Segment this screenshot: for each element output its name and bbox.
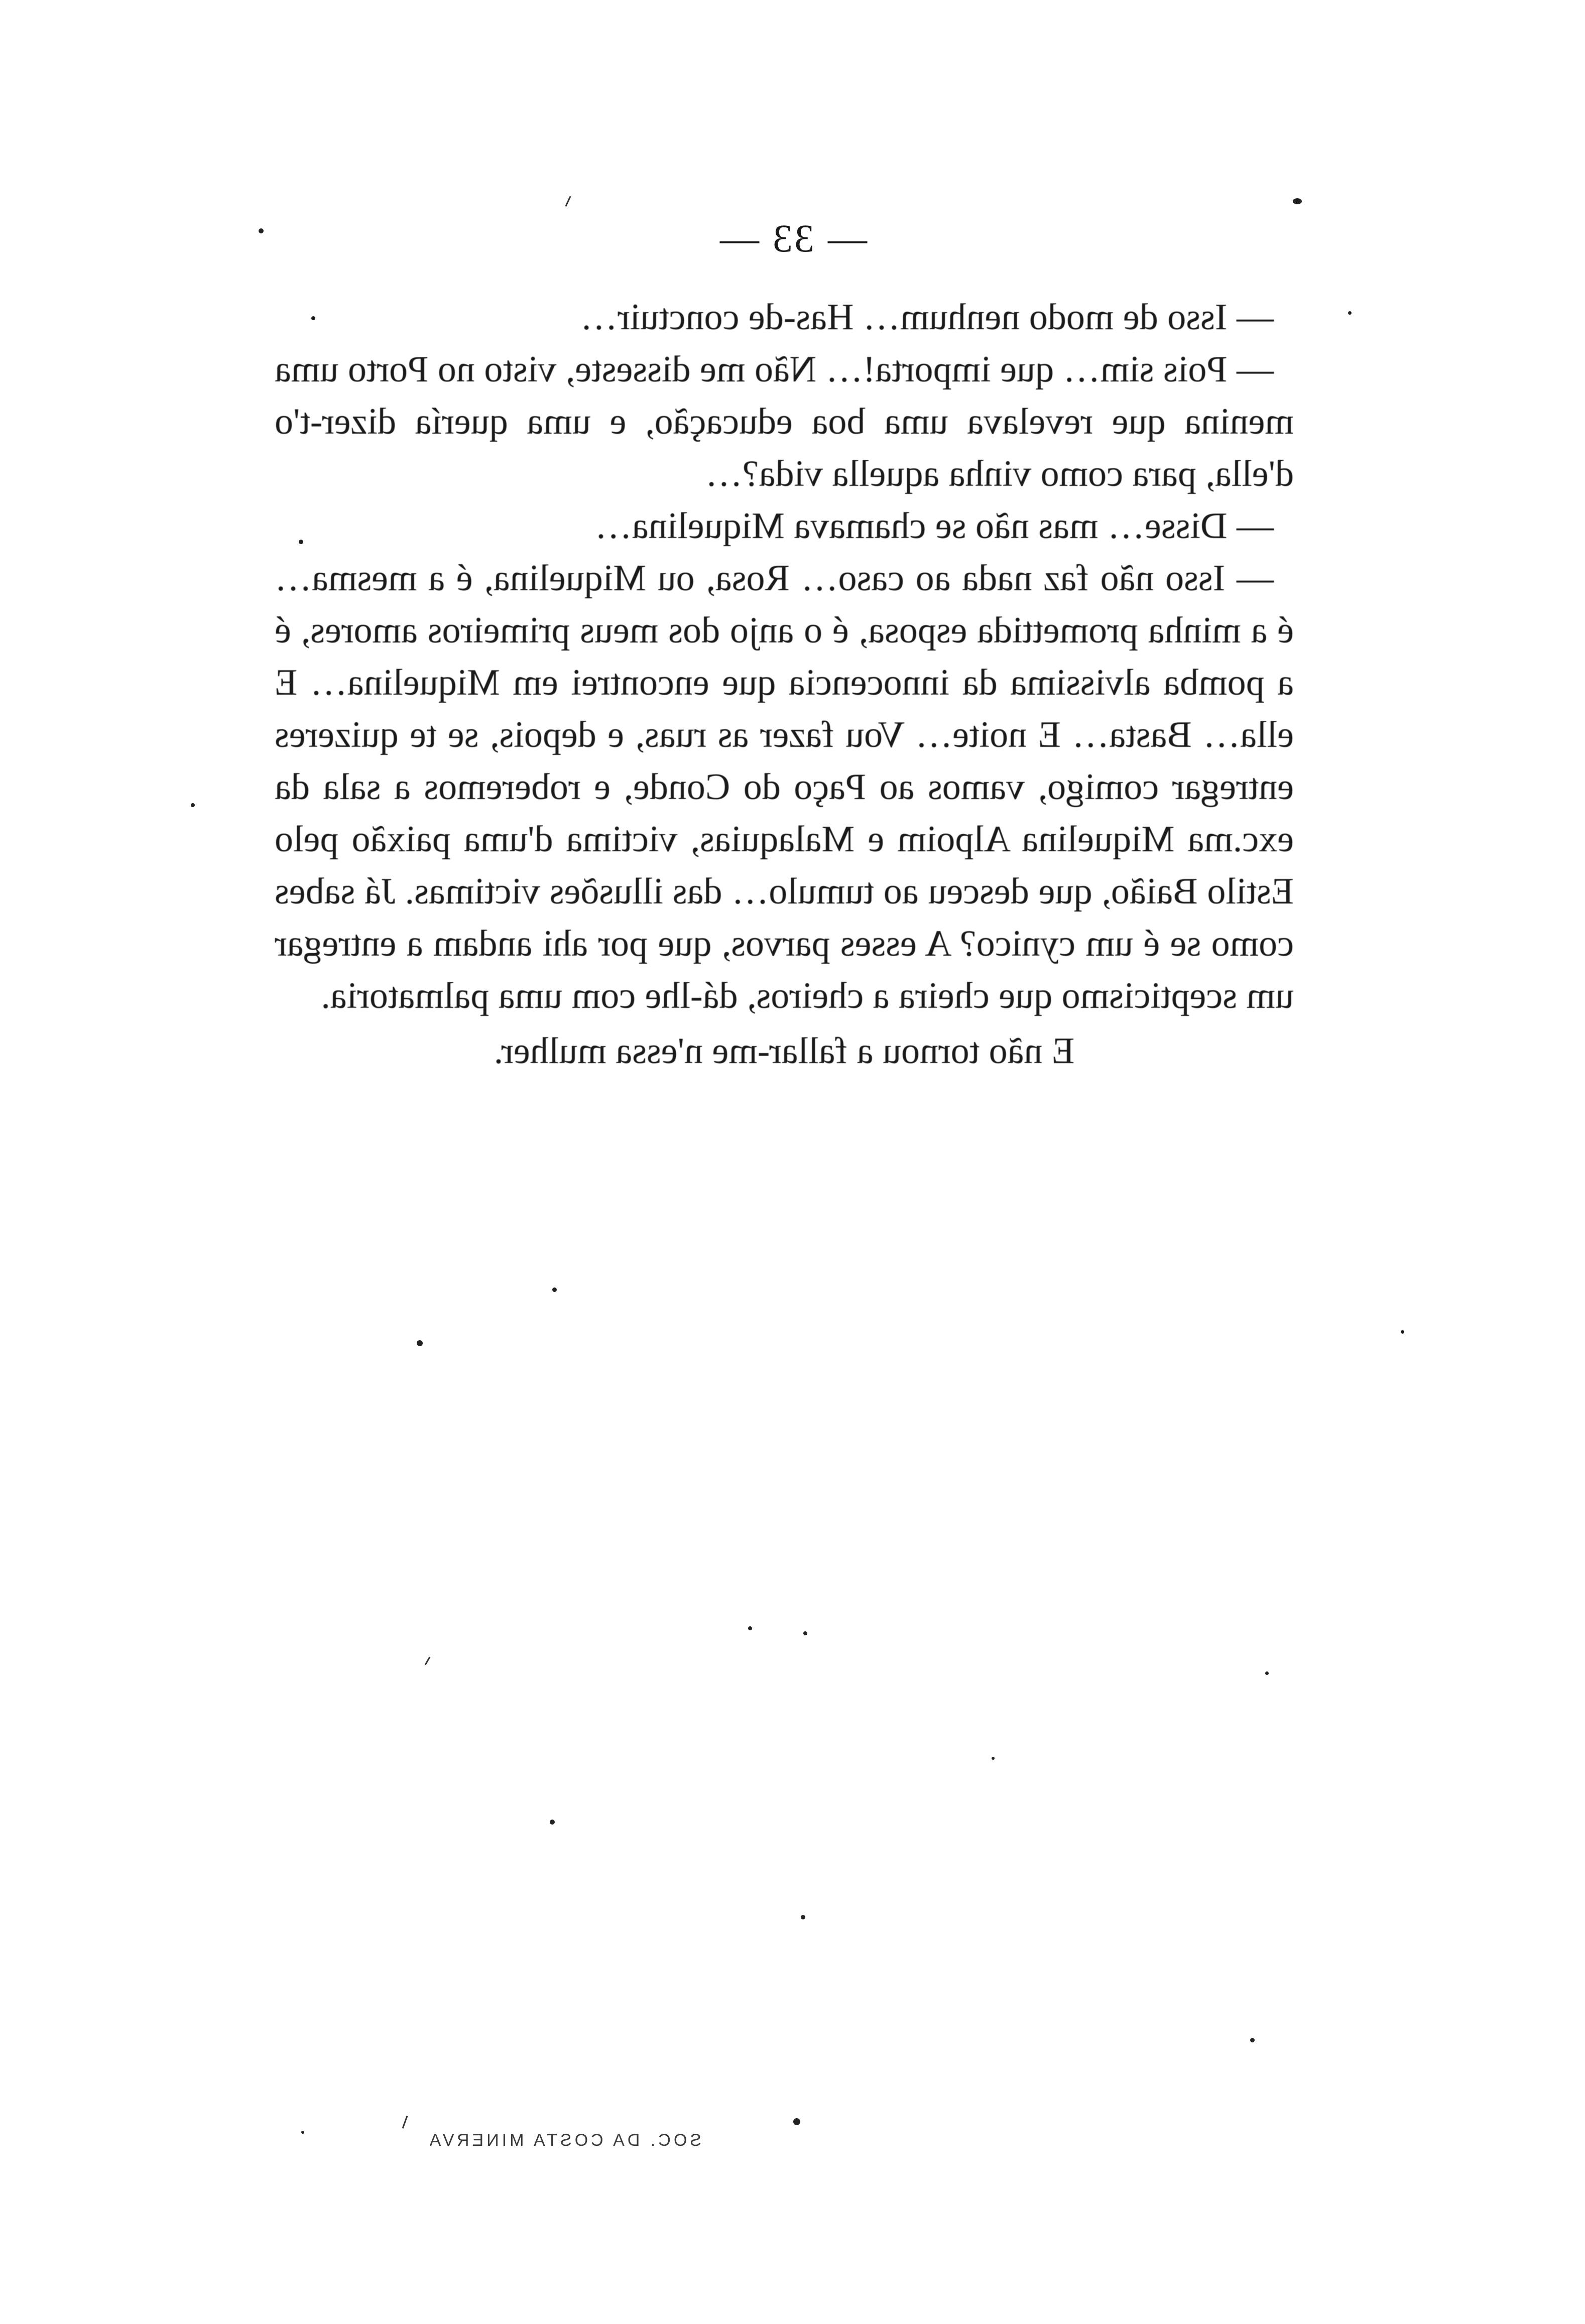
- dust-speck: [1293, 198, 1302, 204]
- page-number: — 33 —: [718, 216, 867, 260]
- dust-speck: [301, 2131, 304, 2134]
- dust-speck: [1401, 1330, 1404, 1334]
- dust-speck: [992, 1757, 995, 1760]
- dust-speck: [801, 1915, 805, 1919]
- dust-speck: [1250, 2038, 1255, 2042]
- paragraph: — Isso não faz nada ao caso… Rosa, ou Miquelina, é a mesma… é a minha promettida esposa, é o anjo dos meus primeiros amores, é a pomba alvissima da innocencia que encontrei em Miquelina… E ella… Basta… E noite… Vou fazer as ruas, e depois, se te quizeres entregar comigo, vamos ao Paço do Conde, e roberemos a sala da exc.ma Miquelina Alpoim e Malaquias, victima d'uma paixão pelo Estilo Baião, que desceu ao tumulo… das illusões victimas. Já sabes como se é um cynico? A esses parvos, que por ahi andam a entregar um scepticismo que cheira a cheiros, dá-lhe com uma palmatoria.: [275, 558, 1294, 1016]
- paragraph: — Pois sim… que importa!… Não me disseste, visto no Porto uma menina que revelava uma boa educação, e uma quería dizer-t'o d'ella, para como vinha aquella vida?…: [275, 349, 1294, 494]
- dust-speck: [259, 228, 264, 233]
- dust-speck: [552, 1287, 557, 1292]
- dust-speck: [417, 1340, 423, 1346]
- closing-line: E não tornou a fallar-me n'essa mulher.: [494, 1030, 1075, 1072]
- dust-speck: [311, 316, 315, 320]
- dust-speck: [299, 540, 303, 544]
- dust-speck: [803, 1631, 807, 1635]
- dust-speck: [550, 1820, 555, 1825]
- paragraph: — Disse… mas não se chamava Miquelina…: [594, 505, 1274, 547]
- dust-speck: [793, 2118, 800, 2125]
- dust-speck: [191, 803, 195, 807]
- paragraph: — Isso de modo nenhum… Has-de conctuir…: [580, 297, 1274, 338]
- body-text: [275, 291, 1294, 1077]
- printer-footer: SOC. DA COSTA MINERVA: [426, 2131, 701, 2150]
- dust-speck: [1265, 1671, 1269, 1675]
- dust-speck: [1348, 311, 1352, 315]
- dust-speck: [748, 1626, 752, 1630]
